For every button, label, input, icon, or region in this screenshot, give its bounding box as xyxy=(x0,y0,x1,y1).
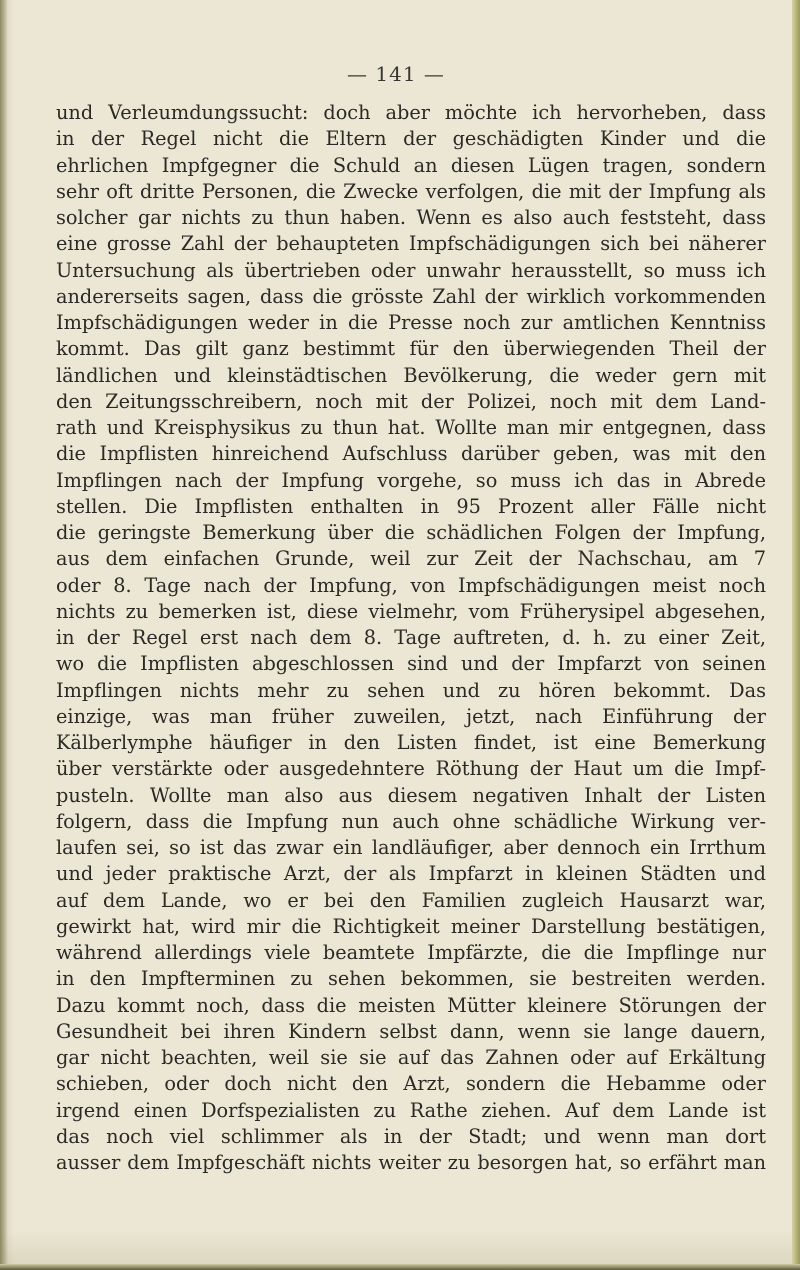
body-text xyxy=(56,100,766,1176)
text-line: schieben, oder doch nicht den Arzt, sondern die Hebamme oder xyxy=(56,1072,766,1096)
text-line: irgend einen Dorfspezialisten zu Rathe ziehen. Auf dem Lande ist xyxy=(56,1098,766,1122)
text-line: während allerdings viele beamtete Impfärzte, die die Impflinge nur xyxy=(56,941,766,964)
text-line: einzige, was man früher zuweilen, jetzt, nach Einführung der xyxy=(56,704,766,728)
text-line: ländlichen und kleinstädtischen Bevölkerung, die weder gern mit xyxy=(56,363,766,387)
text-line: den Zeitungsschreibern, noch mit der Polizei, noch mit dem Land- xyxy=(56,389,766,413)
text-line: eine grosse Zahl der behaupteten Impfschädigungen sich bei näherer xyxy=(56,232,766,256)
text-line: wo die Impflisten abgeschlossen sind und der Impfarzt von seinen xyxy=(56,652,766,676)
text-line: die geringste Bemerkung über die schädlichen Folgen der Impfung, xyxy=(56,521,766,544)
text-line: sehr oft dritte Personen, die Zwecke verfolgen, die mit der Impfung als xyxy=(56,179,766,203)
text-line: in den Impfterminen zu sehen bekommen, sie bestreiten werden. xyxy=(56,967,766,991)
text-line: aus dem einfachen Grunde, weil zur Zeit der Nachschau, am 7 xyxy=(56,547,766,571)
text-line: das noch viel schlimmer als in der Stadt; und wenn man dort xyxy=(56,1124,766,1148)
text-line: stellen. Die Impflisten enthalten in 95 Prozent aller Fälle nicht xyxy=(56,494,766,518)
text-line: nichts zu bemerken ist, diese vielmehr, vom Früherysipel abgesehen, xyxy=(56,599,766,623)
text-line: und jeder praktische Arzt, der als Impfarzt in kleinen Städten und xyxy=(56,862,766,886)
text-line: andererseits sagen, dass die grösste Zahl der wirklich vorkommenden xyxy=(56,284,766,308)
text-line: in der Regel nicht die Eltern der geschädigten Kinder und die xyxy=(56,127,766,151)
text-line: die Impflisten hinreichend Aufschluss darüber geben, was mit den xyxy=(56,442,766,466)
text-line: ehrlichen Impfgegner die Schuld an diesen Lügen tragen, sondern xyxy=(56,153,766,177)
text-line: auf dem Lande, wo er bei den Familien zugleich Hausarzt war, xyxy=(56,888,766,912)
text-line: kommt. Das gilt ganz bestimmt für den überwiegenden Theil der xyxy=(56,337,766,361)
text-line: Impflingen nach der Impfung vorgehe, so muss ich das in Abrede xyxy=(56,468,766,492)
text-line: über verstärkte oder ausgedehntere Röthung der Haut um die Impf- xyxy=(56,757,766,781)
text-line: oder 8. Tage nach der Impfung, von Impfschädigungen meist noch xyxy=(56,573,766,597)
page-edge-right xyxy=(792,0,800,1270)
text-line: rath und Kreisphysikus zu thun hat. Wollte man mir entgegnen, dass xyxy=(56,416,766,439)
page-number: — 141 — xyxy=(347,62,445,86)
text-line: pusteln. Wollte man also aus diesem negativen Inhalt der Listen xyxy=(56,783,766,807)
text-line: solcher gar nichts zu thun haben. Wenn es also auch feststeht, dass xyxy=(56,206,766,229)
text-line: ausser dem Impfgeschäft nichts weiter zu besorgen hat, so erfährt man xyxy=(56,1151,766,1174)
text-line: Gesundheit bei ihren Kindern selbst dann, wenn sie lange dauern, xyxy=(56,1019,766,1043)
text-line: Untersuchung als übertrieben oder unwahr herausstellt, so muss ich xyxy=(56,258,766,282)
text-line: folgern, dass die Impfung nun auch ohne schädliche Wirkung ver- xyxy=(56,809,766,833)
text-line: gewirkt hat, wird mir die Richtigkeit meiner Darstellung bestätigen, xyxy=(56,914,766,938)
text-line: Dazu kommt noch, dass die meisten Mütter kleinere Störungen der xyxy=(56,993,766,1017)
text-line: Impflingen nichts mehr zu sehen und zu hören bekommt. Das xyxy=(56,678,766,702)
text-line: und Verleumdungssucht: doch aber möchte ich hervorheben, dass xyxy=(56,101,766,124)
text-line: gar nicht beachten, weil sie sie auf das Zahnen oder auf Erkältung xyxy=(56,1046,766,1069)
text-line: in der Regel erst nach dem 8. Tage auftreten, d. h. zu einer Zeit, xyxy=(56,626,766,649)
text-line: Kälberlymphe häufiger in den Listen findet, ist eine Bemerkung xyxy=(56,731,766,754)
page-edge-bottom xyxy=(0,1264,800,1270)
text-line: Impfschädigungen weder in die Presse noch zur amtlichen Kenntniss xyxy=(56,311,766,334)
text-line: laufen sei, so ist das zwar ein landläufiger, aber dennoch ein Irrthum xyxy=(56,836,766,859)
page-gutter-shadow xyxy=(0,0,8,1266)
